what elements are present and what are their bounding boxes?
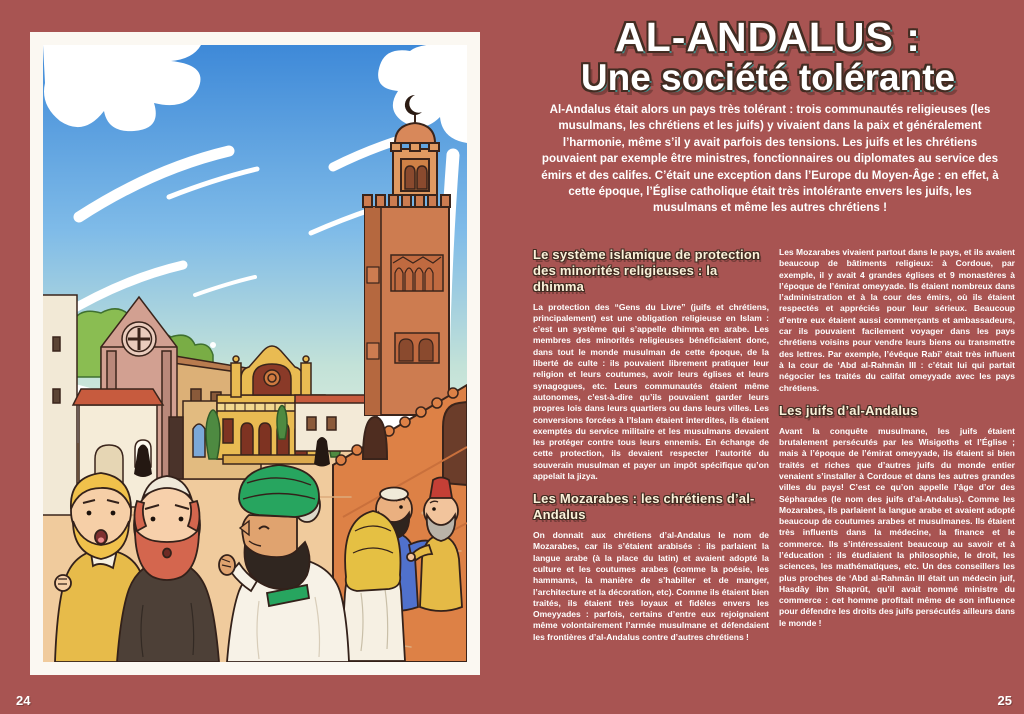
section-body-dhimma: La protection des “Gens du Livre” (juifs et chrétiens, principalement) est une obligation religieuse en Islam : c’est un système qui s’appelle dhimma en arabe. Les membres des minorités religieuses bénéficiaient donc, dans tout le monde musulman de cette époque, de la liberté de culte : ils pouvaient librement pratiquer leur religion et leurs coutumes, avoir leurs églises et leurs synagogues, etc. Leurs communautés étaient même autonomes, c’est-à-dire qu’ils pouvaient garder leurs propres lois dans leurs quartiers ou dans leurs villes. Les conversions forcées à l’Islam étaient interdites, ils étaient exemptés du service militaire et les musulmans devaient les protéger contre tous leurs ennemis. En échange de cette protection, ils devaient respecter l’autorité du souverain musulman et payer un impôt spécifique qu’on appelait la jizya.	[533, 301, 769, 482]
title-line-1: AL-ANDALUS :	[615, 14, 921, 60]
section-body-mozarabes: On donnait aux chrétiens d’al-Andalus le nom de Mozarabes, car ils s’étaient arabisés : ils parlaient la langue arabe (à la place du latin) et avaient adopté la culture et les coutumes arabes (comme la poésie, les hammams, la manière de s’habiller et de manger, l’architecture et la décoration, etc). Comme ils étaient bien traités, ils étaient très loyaux et fidèles envers les Omeyyades : parfois, certains d’entre eux rejoignaient même volontairement l’armée musulmane et défendaient les frontières d’al-Andalus contre d’autres chrétiens !	[533, 530, 769, 642]
text-columns	[533, 247, 1015, 652]
andalus-street-illustration	[43, 45, 467, 662]
section-heading-dhimma: Le système islamique de protection des minorités religieuses : la dhimma	[533, 247, 761, 294]
kippah	[380, 488, 408, 501]
title-line-2: Une société tolérante	[580, 56, 956, 98]
section-heading-mozarabes: Les Mozarabes : les chrétiens d’al-Andalus	[533, 491, 755, 523]
section-heading-juifs: Les juifs d’al-Andalus	[779, 402, 918, 418]
section-body-mozarabes-suite: Les Mozarabes vivaient partout dans le pays, et ils avaient beaucoup de bâtiments religieux: à Cordoue, par exemple, il y avait 4 grandes églises et 9 monastères à l’époque de l’émirat omeyyade. Ils étaient nombreux dans l’administration et à la cour des émirs, où ils étaient respectés et appréciés pour leur sérieux. Beaucoup d’entre eux étaient aussi commerçants et ambassadeurs, car ils pouvaient facilement voyager dans les pays chrétiens voisins pour vendre leurs biens ou transmettre des lettres. Par exemple, l’évêque Rabī’ était très influent à la cour de ‘Abd al-Rahmān III : c’était lui qui partait négocier les traités du califat omeyyade avec les pays chrétiens.	[779, 247, 1015, 393]
left-building	[43, 295, 77, 515]
figure-hooded	[341, 511, 405, 661]
fez-hat	[430, 478, 452, 499]
section-body-juifs: Avant la conquête musulmane, les juifs étaient brutalement persécutés par les Wisigoths et l’Église ; mais à l’époque de l’émirat omeyyade, ils étaient si bien traités et riches que d’autres juifs du monde entier venaient s’installer à Cordoue et dans les autres grandes villes du pays! C’est ce qu’on appelle l’âge d’or des Sépharades (le nom des juifs d’al-Andalus). Comme les Mozarabes, ils parlaient la langue arabe et avaient adopté beaucoup de coutumes arabes et musulmanes. Ils étaient très influents dans la médecine, la finance et le commerce. Ils s’intéressaient beaucoup au savoir et à l’éducation : ils étudiaient la philosophie, le droit, les sciences, les mathématiques, etc. Un des conseillers les plus proches de ‘Abd al-Rahmān III était un médecin juif, Hasdāy ibn Shaprūt, qu’il avait nommé ministre du commerce : cet homme profitait même de son influence pour défendre les droits des juifs persécutés ailleurs dans le monde !	[779, 425, 1015, 628]
illustration-frame	[30, 32, 480, 675]
intro-paragraph: Al-Andalus était alors un pays très tolérant : trois communautés religieuses (les musulmans, les chrétiens et les juifs) y vivaient dans la paix et généralement l’harmonie, même s’il y avait parfois des tensions. Les juifs et les chrétiens pouvaient par exemple être ministres, fonctionnaires ou diplomates au service des émirs et des califes. C’était une exception dans l’Europe du Moyen-Âge : en effet, à cette époque, l’Église catholique était très intolérante envers les juifs, les musulmans et même les autres chrétiens !	[541, 103, 999, 215]
page-title	[512, 16, 1024, 97]
page-number-right: 25	[997, 693, 1012, 708]
minaret-crenellation	[363, 195, 450, 207]
yellow-shawl	[345, 511, 400, 591]
page-number-left: 24	[16, 693, 31, 708]
gothic-window	[193, 424, 205, 457]
column-left	[533, 247, 769, 652]
column-right	[779, 247, 1015, 652]
